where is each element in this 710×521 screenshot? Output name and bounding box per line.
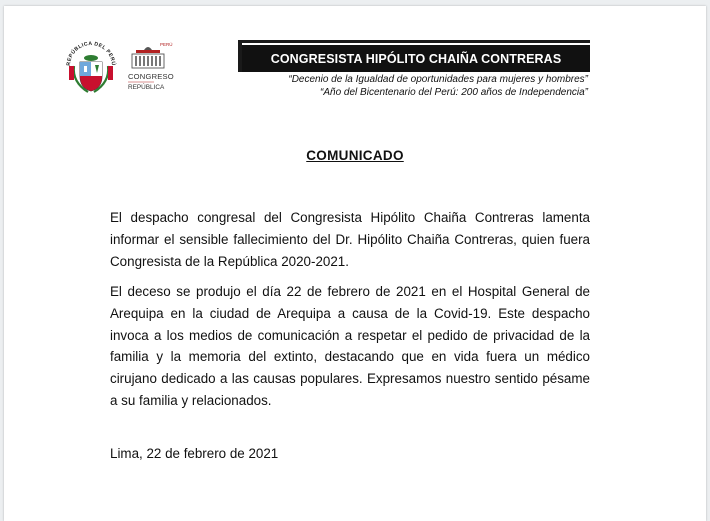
peru-coat-of-arms-logo [62, 36, 120, 98]
paragraph-1: El despacho congresal del Congresista Hipólito Chaiña Contreras lamenta informar el sensible fallecimiento del Dr. Hipólito Chaiña Contreras, quien fuera Congresista de la República 2020-2021. [110, 210, 590, 269]
document-page [4, 6, 706, 521]
document-title: COMUNICADO [306, 148, 404, 163]
seal-text: REPÚBLICA DEL PERÚ [65, 40, 117, 67]
paragraph-2: El deceso se produjo el día 22 de febrero de 2021 en el Hospital General de Arequipa en la ciudad de Arequipa a causa de la Covid-19. Este despacho invoca a los medios de comunicación a respetar el pedido de privacidad de la familia y la memoria del extinto, destacando que en vida fuera un médico cirujano dedicado a las causas populares. Expresamos nuestro sentido pésame a su familia y relacionados. [110, 284, 590, 408]
header-title-bar [238, 40, 590, 72]
congreso-republica-logo [124, 38, 178, 96]
motto-line-2: “Año del Bicentenario del Perú: 200 años de Independencia” [320, 87, 588, 98]
header-title: CONGRESISTA HIPÓLITO CHAIÑA CONTRERAS [270, 51, 562, 66]
header-logos [62, 36, 180, 98]
congreso-logo-small-text: PERÚ [160, 42, 173, 47]
congreso-logo-line2: REPÚBLICA [128, 84, 165, 91]
congreso-logo-line1: CONGRESO [128, 72, 174, 81]
motto-line-1: “Decenio de la Igualdad de oportunidades para mujeres y hombres” [288, 74, 588, 85]
signoff-date: Lima, 22 de febrero de 2021 [110, 446, 279, 461]
